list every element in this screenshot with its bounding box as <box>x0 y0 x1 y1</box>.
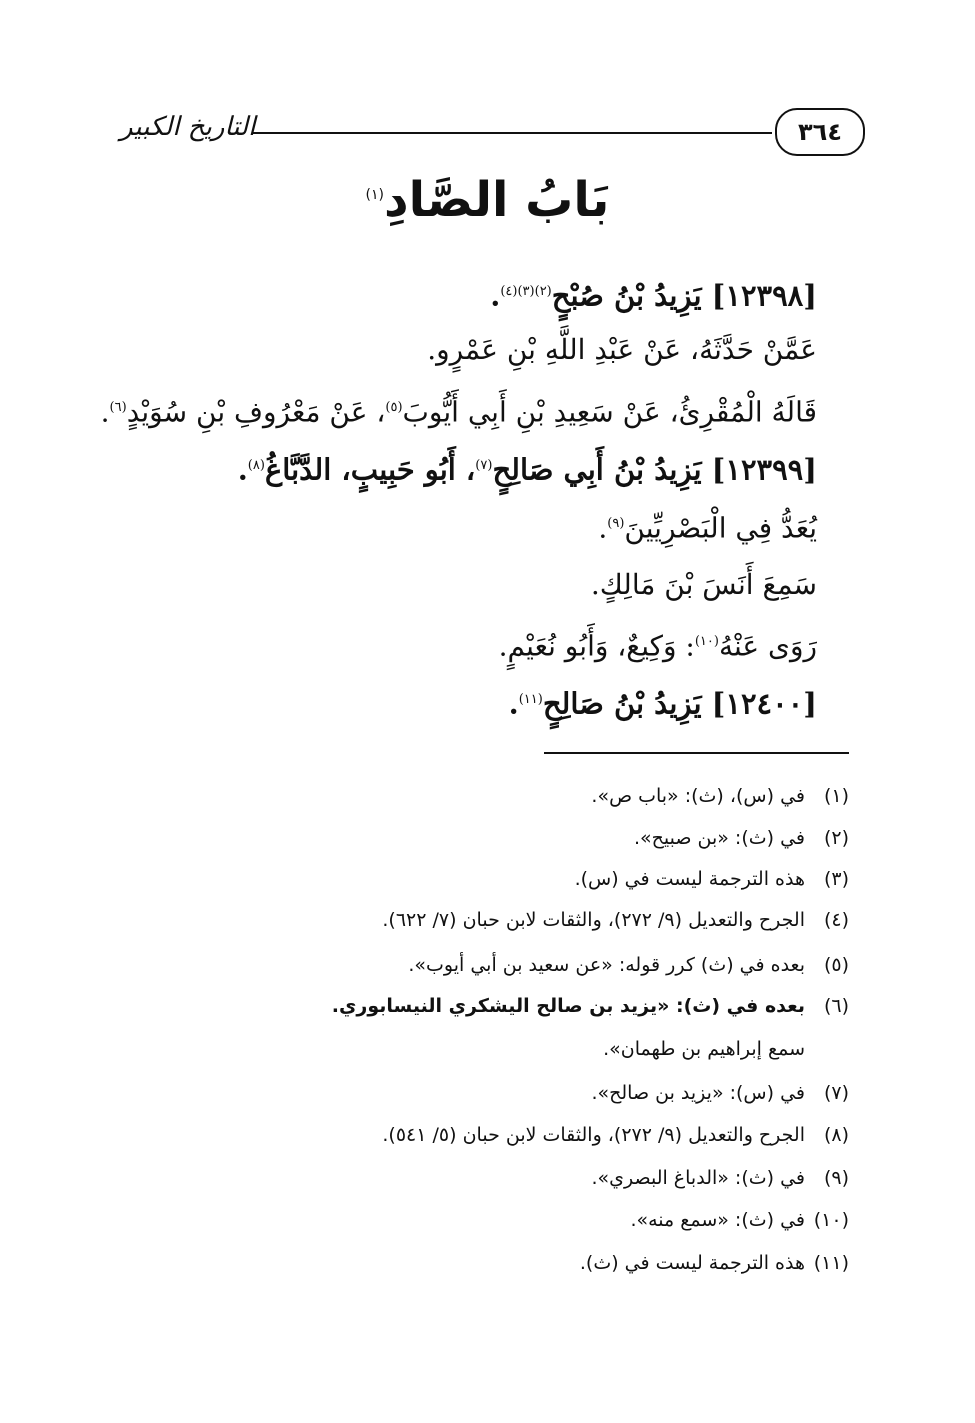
line-tail: ، عَنْ مَعْرُوفِ بْنِ سُوَيْدٍ <box>126 395 386 429</box>
line-text: قَالَهُ الْمُقْرِئُ، عَنْ سَعِيدِ بْنِ أَبِي أَيُّوبَ <box>402 395 817 429</box>
footnote <box>634 823 849 853</box>
footnote-text: الجرح والتعديل (٩/ ٢٧٢)، والثقات لابن حبان (٥/ ٥٤١). <box>382 1124 805 1146</box>
footnote-number: (١١) <box>813 1252 849 1274</box>
footnote <box>575 864 849 894</box>
line-text: رَوَى عَنْهُ <box>718 629 817 663</box>
footnote-continuation <box>603 1034 805 1064</box>
footnote <box>580 1248 849 1278</box>
footnote <box>332 991 849 1021</box>
footnote <box>382 1120 849 1150</box>
footnote-text: بعده في (ث) كرر قوله: «عن سعيد بن أبي أيوب». <box>408 954 805 976</box>
footnote-number: (٧) <box>823 1082 849 1104</box>
footnote-text: الجرح والتعديل (٩/ ٢٧٢)، والثقات لابن حبان (٧/ ٦٢٢). <box>382 909 805 931</box>
entry-line-1 <box>490 272 817 316</box>
footnote-text: في (س): «يزيد بن صالح». <box>591 1082 805 1104</box>
footnote-ref: (٩) <box>607 516 625 531</box>
entry-line-8 <box>509 680 817 724</box>
entry-line-6 <box>591 565 817 605</box>
running-title: التاريخ الكبير <box>120 112 256 142</box>
entry-line-3 <box>101 388 817 432</box>
line-tail: . <box>100 395 110 429</box>
footnote-text: في (س)، (ث): «باب ص». <box>591 785 805 807</box>
footnote-number: (٦) <box>823 995 849 1017</box>
footnote-text: سمع إبراهيم بن طهمان». <box>603 1038 805 1060</box>
footnote-ref: (٨) <box>247 458 265 473</box>
footnote-number: (١٠) <box>813 1209 849 1231</box>
line-text: سَمِعَ أَنَسَ بْنَ مَالِكٍ. <box>590 568 817 601</box>
chapter-title-text: بَابُ الصَّادِ <box>384 172 610 228</box>
footnote-ref: (٥) <box>385 400 403 415</box>
line-tail: . <box>490 278 501 313</box>
footnote-text: في (ث): «سمع منه». <box>630 1209 805 1231</box>
footnote-ref: (٢)(٣)(٤) <box>500 284 552 299</box>
line-tail: . <box>598 511 608 545</box>
footnote <box>591 1163 849 1193</box>
footnote <box>591 1078 849 1108</box>
footnote-ref: (٧) <box>475 458 493 473</box>
line-text: يُعَدُّ فِي الْبَصْرِيِّينَ <box>624 511 817 545</box>
footnote-separator <box>544 752 849 754</box>
footnote-ref: (١١) <box>518 692 543 707</box>
page-header <box>120 108 865 158</box>
footnote-ref: (١٠) <box>694 634 719 649</box>
footnote-text: هذه الترجمة ليست في (ث). <box>579 1252 805 1274</box>
footnote-number: (٣) <box>823 868 849 890</box>
footnote-text: هذه الترجمة ليست في (س). <box>574 868 805 890</box>
footnote-number: (١) <box>823 785 849 807</box>
line-text: [١٢٣٩٨] يَزِيدُ بْنُ صُبْحٍ <box>551 278 817 313</box>
line-text: عَمَّنْ حَدَّثَهُ، عَنْ عَبْدِ اللَّهِ بْنِ عَمْرٍو. <box>427 333 817 366</box>
footnote <box>591 781 849 811</box>
header-rule <box>252 132 772 134</box>
line-text: [١٢٣٩٩] يَزِيدُ بْنُ أَبِي صَالِحٍ <box>492 452 817 487</box>
footnote <box>408 950 849 980</box>
page-number: ٣٦٤ <box>775 108 865 156</box>
footnote-number: (٢) <box>823 827 849 849</box>
footnote-number: (٩) <box>823 1167 849 1189</box>
footnote-number: (٤) <box>823 909 849 931</box>
line-text: [١٢٤٠٠] يَزِيدُ بْنُ صَالِحٍ <box>542 686 817 721</box>
line-tail: : وَكِيعٌ، وَأَبُو نُعَيْمٍ. <box>498 629 695 663</box>
footnote-text: في (ث): «الدباغ البصري». <box>591 1167 805 1189</box>
footnote-text: بعده في (ث): «يزيد بن صالح اليشكري النيسابوري. <box>331 995 805 1017</box>
line-tail: ، أَبُو حَبِيبٍ، الدَّبَّاغُ <box>264 452 476 487</box>
chapter-title-note: (١) <box>365 187 385 203</box>
entry-line-4 <box>238 446 817 490</box>
line-tail: . <box>508 686 519 721</box>
entry-line-7 <box>499 622 817 666</box>
footnote-text: في (ث): «بن صبيح». <box>633 827 805 849</box>
footnote-ref: (٦) <box>109 400 127 415</box>
entry-line-5 <box>598 504 817 548</box>
chapter-title <box>0 172 975 228</box>
footnote-number: (٨) <box>823 1124 849 1146</box>
footnote-number: (٥) <box>823 954 849 976</box>
entry-line-2 <box>427 330 817 370</box>
footnote <box>382 905 849 935</box>
footnote <box>630 1205 849 1235</box>
line-tail: . <box>237 452 248 487</box>
